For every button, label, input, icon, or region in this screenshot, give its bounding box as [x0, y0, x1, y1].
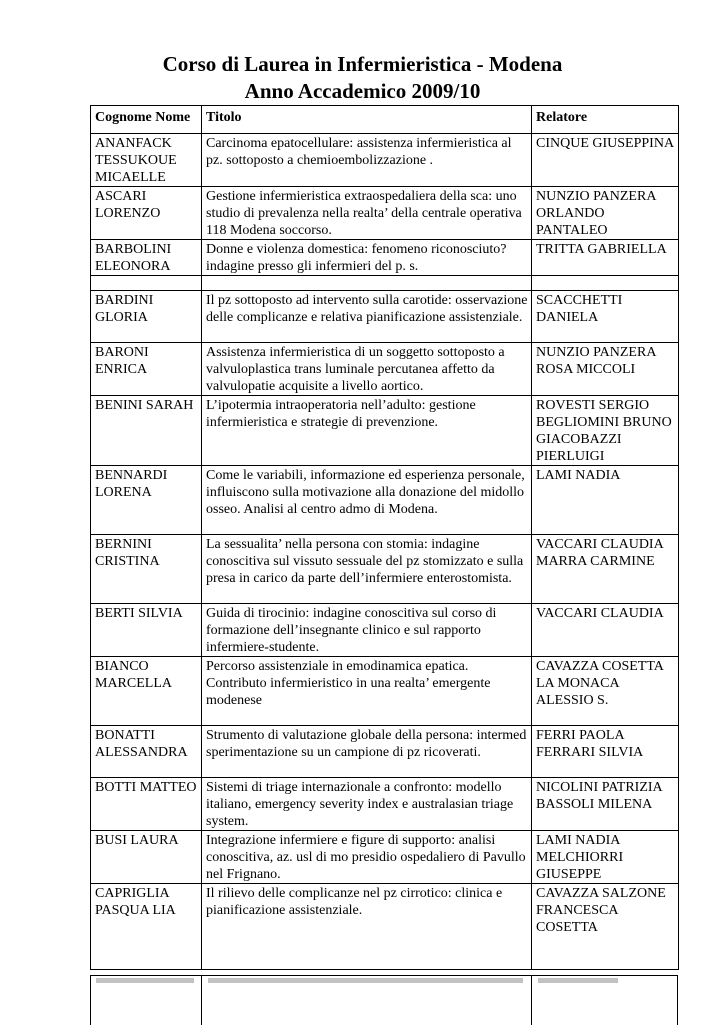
cell-title: Sistemi di triage internazionale a confronto: modello italiano, emergency severity index e australasian triage system. [202, 778, 532, 831]
table-header-row [91, 106, 679, 134]
table-row [91, 343, 679, 396]
cell-title: Come le variabili, informazione ed esperienza personale, influiscono sulla motivazione alla donazione del midollo osseo. Analisi al centro admo di Modena. [202, 466, 532, 535]
cell-title: Percorso assistenziale in emodinamica epatica. Contributo infermieristico in una realta’ emergente modenese [202, 657, 532, 726]
cell-relatore: VACCARI CLAUDIA [532, 604, 679, 657]
cell-title: L’ipotermia intraoperatoria nell’adulto: gestione infermieristica e strategie di prevenzione. [202, 396, 532, 466]
spacer-cell [202, 276, 532, 291]
cell-relatore: ROVESTI SERGIO BEGLIOMINI BRUNO GIACOBAZZI PIERLUIGI [532, 396, 679, 466]
cell-relatore: FERRI PAOLA FERRARI SILVIA [532, 726, 679, 778]
cell-title: Assistenza infermieristica di un soggetto sottoposto a valvuloplastica trans luminale percutanea affetto da valvulopatie acquisite a livello aortico. [202, 343, 532, 396]
cell-relatore: LAMI NADIA MELCHIORRI GIUSEPPE [532, 831, 679, 884]
cell-name: BENNARDI LORENA [91, 466, 202, 535]
table-row [91, 778, 679, 831]
cell-title: Gestione infermieristica extraospedaliera della sca: uno studio di prevalenza nella realta’ della centrale operativa 118 Modena soccorso. [202, 187, 532, 240]
cell-name: BUSI LAURA [91, 831, 202, 884]
cell-title: Il pz sottoposto ad intervento sulla carotide: osservazione delle complicanze e relativa pianificazione assistenziale. [202, 291, 532, 343]
column-header-relatore: Relatore [532, 106, 679, 134]
table-row [91, 187, 679, 240]
table-row [91, 134, 679, 187]
cell-title: Carcinoma epatocellulare: assistenza infermieristica al pz. sottoposto a chemioembolizzazione . [202, 134, 532, 187]
cell-name: ASCARI LORENZO [91, 187, 202, 240]
table-row [91, 466, 679, 535]
cell-relatore: VACCARI CLAUDIA MARRA CARMINE [532, 535, 679, 604]
cell-name: BARONI ENRICA [91, 343, 202, 396]
table-row [91, 604, 679, 657]
cell-relatore: CAVAZZA SALZONE FRANCESCA COSETTA [532, 884, 679, 970]
table-row [91, 884, 679, 970]
table-row [91, 657, 679, 726]
cell-title: Il rilievo delle complicanze nel pz cirrotico: clinica e pianificazione assistenziale. [202, 884, 532, 970]
cell-title: Integrazione infermiere e figure di supporto: analisi conoscitiva, az. usl di mo presidio ospedaliero di Pavullo nel Frignano. [202, 831, 532, 884]
spacer-cell [532, 276, 679, 291]
document-subtitle: Anno Accademico 2009/10 [244, 79, 481, 103]
cell-title: Donne e violenza domestica: fenomeno riconosciuto? indagine presso gli infermieri del p. s. [202, 240, 532, 276]
next-page-table-fragment [90, 975, 678, 1025]
cell-relatore: TRITTA GABRIELLA [532, 240, 679, 276]
cell-name: BARDINI GLORIA [91, 291, 202, 343]
cell-title: Guida di tirocinio: indagine conoscitiva sul corso di formazione dell’insegnante clinico e sul rapporto infermiere-studente. [202, 604, 532, 657]
cell-relatore: SCACCHETTI DANIELA [532, 291, 679, 343]
table-row [91, 535, 679, 604]
document-title: Corso di Laurea in Infermieristica - Modena [162, 52, 563, 76]
cell-name: CAPRIGLIA PASQUA LIA [91, 884, 202, 970]
cell-name: BENINI SARAH [91, 396, 202, 466]
cell-name: BIANCO MARCELLA [91, 657, 202, 726]
cell-name: BONATTI ALESSANDRA [91, 726, 202, 778]
cell-title: La sessualita’ nella persona con stomia: indagine conoscitiva sul vissuto sessuale del pz stomizzato e sulla presa in carico da parte dell’infermiere enterostomista. [202, 535, 532, 604]
cell-relatore: NUNZIO PANZERA ROSA MICCOLI [532, 343, 679, 396]
cell-relatore: CINQUE GIUSEPPINA [532, 134, 679, 187]
table-row [91, 726, 679, 778]
thesis-table [90, 105, 679, 970]
table-row [91, 831, 679, 884]
cell-name: BARBOLINI ELEONORA [91, 240, 202, 276]
cell-name: BERTI SILVIA [91, 604, 202, 657]
cell-name: BOTTI MATTEO [91, 778, 202, 831]
cell-relatore: NUNZIO PANZERA ORLANDO PANTALEO [532, 187, 679, 240]
row-spacer [91, 276, 679, 291]
table-row [91, 396, 679, 466]
cell-relatore: CAVAZZA COSETTA LA MONACA ALESSIO S. [532, 657, 679, 726]
cell-relatore: LAMI NADIA [532, 466, 679, 535]
cell-relatore: NICOLINI PATRIZIA BASSOLI MILENA [532, 778, 679, 831]
table-row [91, 240, 679, 276]
table-row [91, 291, 679, 343]
cell-name: BERNINI CRISTINA [91, 535, 202, 604]
column-header-name: Cognome Nome [91, 106, 202, 134]
cell-title: Strumento di valutazione globale della persona: intermed sperimentazione su un campione di pz ricoverati. [202, 726, 532, 778]
cell-name: ANANFACK TESSUKOUE MICAELLE [91, 134, 202, 187]
spacer-cell [91, 276, 202, 291]
column-header-title: Titolo [202, 106, 532, 134]
